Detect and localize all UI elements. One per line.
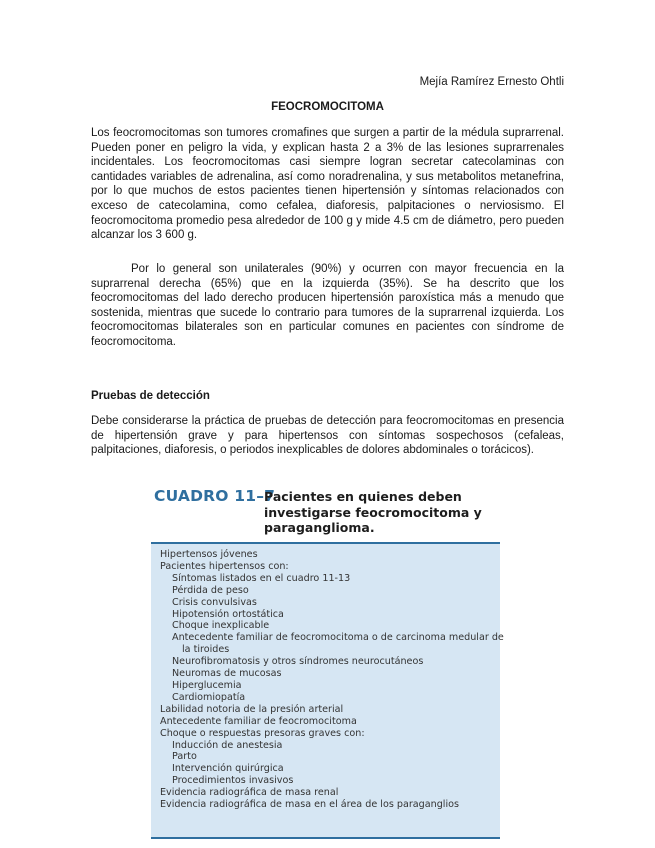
- list-item: Crisis convulsivas: [172, 596, 257, 608]
- list-item: Evidencia radiográfica de masa en el área de los paraganglios: [160, 799, 459, 811]
- list-item: Hipertensos jóvenes: [160, 549, 258, 560]
- table-list: [160, 549, 504, 811]
- paragraph-laterality: Por lo general son unilaterales (90%) y ocurren con mayor frecuencia en la suprarrenal derecha (65%) que en la izquierda (35%). Se ha descrito que los feocromocitomas del lado derecho producen hipertensión paroxística más a menudo que sostenida, mientras que sucede lo contrario para tumores de la suprarrenal izquierda. Los feocromocitomas bilaterales son en particular comunes en pacientes con síndrome de feocromocitoma.: [91, 263, 564, 348]
- section-heading: Pruebas de detección: [91, 390, 210, 402]
- paragraph-screening: Debe considerarse la práctica de pruebas de detección para feocromocitomas en presencia de hipertensión grave y para hipertensos con síntomas sospechosos (cefaleas, palpitaciones, diaforesis, o periodos inexplicables de dolores abdominales o torácicos).: [91, 415, 564, 457]
- list-item: Evidencia radiográfica de masa renal: [160, 787, 339, 799]
- list-item: Síntomas listados en el cuadro 11-13: [172, 572, 351, 584]
- list-item: Neuromas de mucosas: [172, 668, 282, 680]
- table-box: [151, 542, 504, 839]
- list-item: Inducción de anestesia: [172, 739, 283, 751]
- table-title: Pacientes en quienes deben investigarse feocromocitoma y paraganglioma.: [264, 489, 482, 535]
- list-item: Hiperglucemia: [172, 679, 242, 691]
- document-title: FEOCROMOCITOMA: [271, 101, 384, 113]
- list-item: Intervención quirúrgica: [172, 763, 284, 775]
- list-item: Antecedente familiar de feocromocitoma o de carcinoma medular de: [172, 632, 504, 644]
- list-item: Labilidad notoria de la presión arterial: [160, 703, 344, 715]
- author-name: Mejía Ramírez Ernesto Ohtli: [419, 76, 564, 88]
- paragraph-intro: Los feocromocitomas son tumores cromafines que surgen a partir de la médula suprarrenal. Pueden poner en peligro la vida, y explican hasta 2 a 3% de las lesiones suprarrenales incidentales. Los feocromocitomas casi siempre logran secretar catecolaminas con cantidades variables de adrenalina, así como noradrenalina, y sus metabolitos metanefrina, por lo que muchos de estos pacientes tienen hipertensión y síntomas relacionados con exceso de catecolamina, como cefalea, diaforesis, palpitaciones o nerviosismo. El feocromocitoma promedio pesa alrededor de 100 g y mide 4.5 cm de diámetro, pero pueden alcanzar los 3 600 g.: [91, 127, 564, 242]
- list-item: Antecedente familiar de feocromocitoma: [160, 715, 357, 727]
- list-item: Pacientes hipertensos con:: [160, 560, 289, 572]
- list-item: Hipotensión ortostática: [172, 608, 284, 620]
- list-item: Choque o respuestas presoras graves con:: [160, 727, 365, 739]
- list-item: Parto: [172, 751, 197, 763]
- list-item: Neurofibromatosis y otros síndromes neurocutáneos: [172, 656, 424, 668]
- list-item: la tiroides: [182, 644, 230, 656]
- list-item: Choque inexplicable: [172, 620, 270, 632]
- list-item: Procedimientos invasivos: [172, 775, 294, 787]
- list-item: Pérdida de peso: [172, 584, 249, 596]
- table-code: CUADRO 11–7: [154, 487, 276, 505]
- list-item: Cardiomiopatía: [172, 691, 246, 703]
